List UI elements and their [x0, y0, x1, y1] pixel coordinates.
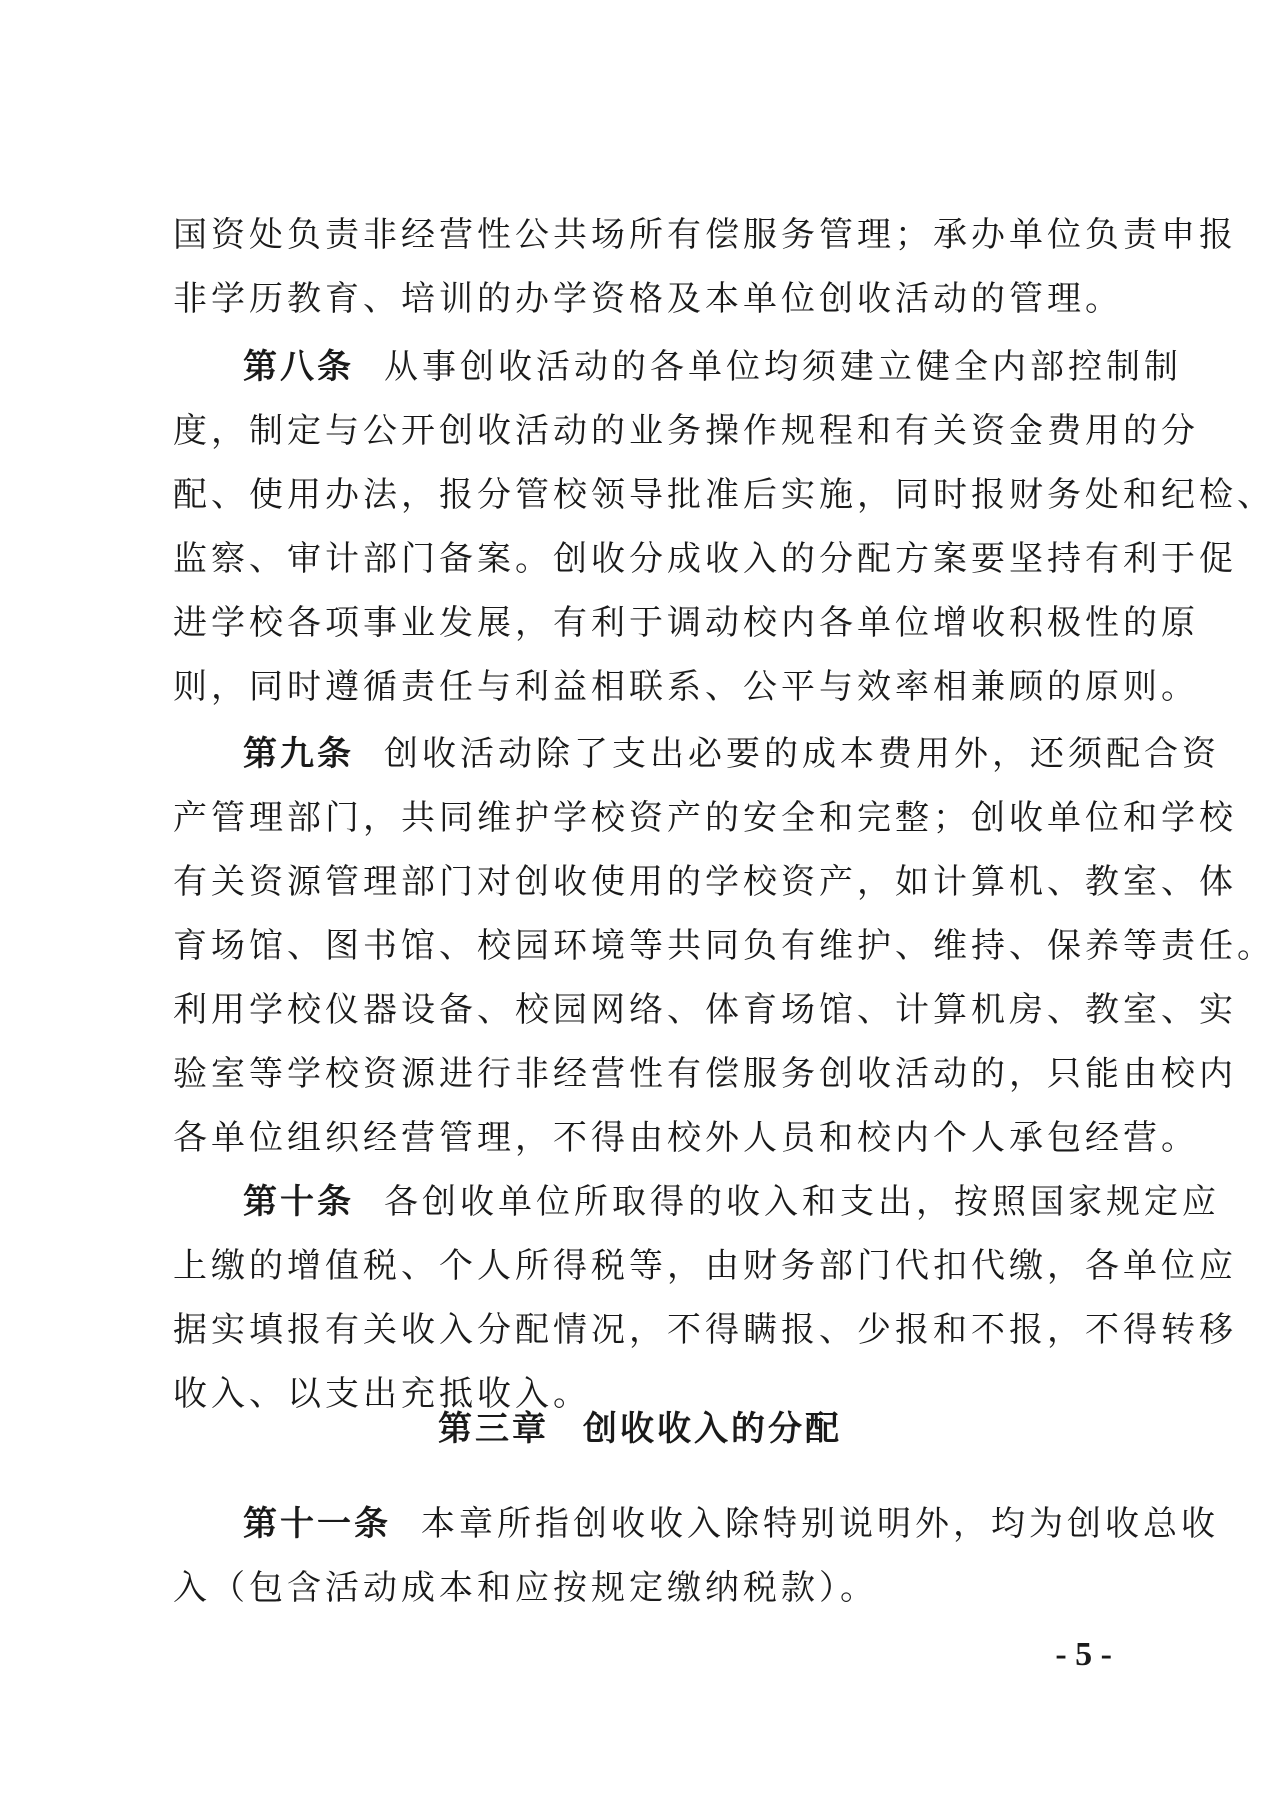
article-8 [173, 335, 1275, 719]
page-number: - 5 - [1055, 1636, 1112, 1673]
text-line: 度，制定与公开创收活动的业务操作规程和有关资金费用的分 [173, 411, 1199, 451]
chapter-heading [0, 1397, 1280, 1461]
article-label: 第十一条 [243, 1504, 391, 1544]
text-line: 入（包含活动成本和应按规定缴纳税款）。 [173, 1568, 878, 1608]
chapter-number: 第三章 [438, 1409, 549, 1449]
text-line: 监察、审计部门备案。创收分成收入的分配方案要坚持有利于促 [173, 539, 1237, 579]
article-label: 第八条 [243, 347, 354, 387]
line-text: 从事创收活动的各单位均须建立健全内部控制制 [384, 347, 1182, 387]
text-line [173, 722, 1220, 786]
text-line: 各单位组织经营管理，不得由校外人员和校内个人承包经营。 [173, 1118, 1199, 1158]
text-line: 进学校各项事业发展，有利于调动校内各单位增收积极性的原 [173, 603, 1199, 643]
text-line [173, 1492, 1219, 1556]
text-line: 产管理部门，共同维护学校资产的安全和完整；创收单位和学校 [173, 798, 1237, 838]
text-line: 收入、以支出充抵收入。 [173, 1374, 591, 1414]
article-label: 第九条 [243, 734, 354, 774]
text-line: 则，同时遵循责任与利益相联系、公平与效率相兼顾的原则。 [173, 667, 1199, 707]
text-line: 上缴的增值税、个人所得税等，由财务部门代扣代缴，各单位应 [173, 1246, 1237, 1286]
line-text: 各创收单位所取得的收入和支出，按照国家规定应 [384, 1182, 1220, 1222]
text-line: 非学历教育、培训的办学资格及本单位创收活动的管理。 [173, 279, 1123, 319]
line-text: 创收活动除了支出必要的成本费用外，还须配合资 [384, 734, 1220, 774]
article-10 [173, 1170, 1237, 1426]
chapter-title: 创收收入的分配 [583, 1409, 842, 1449]
paragraph-continued [173, 203, 1237, 331]
text-line: 验室等学校资源进行非经营性有偿服务创收活动的，只能由校内 [173, 1054, 1237, 1094]
article-9 [173, 722, 1275, 1170]
text-line: 利用学校仪器设备、校园网络、体育场馆、计算机房、教室、实 [173, 990, 1237, 1030]
line-text: 本章所指创收收入除特别说明外，均为创收总收 [421, 1504, 1219, 1544]
text-line: 国资处负责非经营性公共场所有偿服务管理；承办单位负责申报 [173, 215, 1237, 255]
text-line: 育场馆、图书馆、校园环境等共同负有维护、维持、保养等责任。 [173, 926, 1275, 966]
text-line [173, 1170, 1220, 1234]
article-11 [173, 1492, 1219, 1620]
text-line: 配、使用办法，报分管校领导批准后实施，同时报财务处和纪检、 [173, 475, 1275, 515]
text-line [173, 335, 1182, 399]
article-label: 第十条 [243, 1182, 354, 1222]
text-line: 有关资源管理部门对创收使用的学校资产，如计算机、教室、体 [173, 862, 1237, 902]
text-line: 据实填报有关收入分配情况，不得瞒报、少报和不报，不得转移 [173, 1310, 1237, 1350]
